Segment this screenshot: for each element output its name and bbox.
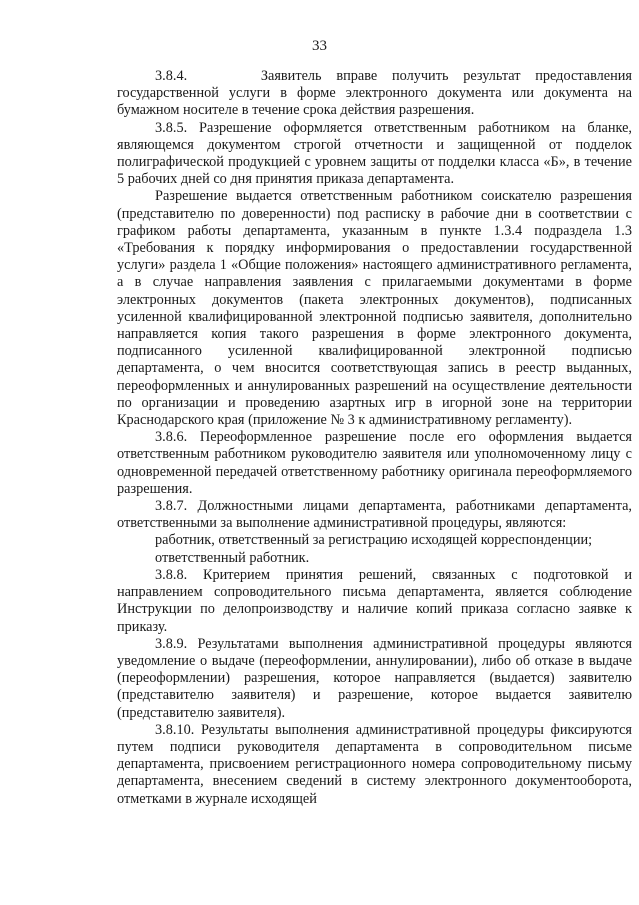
paragraph-3-8-8: 3.8.8. Критерием принятия решений, связанных с подготовкой и направлением сопроводительного письма департамента, является соблюдение Инструкции по делопроизводству и наличие копий приказа согласно заявке к приказу. [117, 566, 632, 635]
list-item-registration-worker: работник, ответственный за регистрацию исходящей корреспонденции; [155, 532, 593, 549]
paragraph-3-8-9: 3.8.9. Результатами выполнения административной процедуры являются уведомление о выдаче (переоформлении, аннулировании), либо об отказе в выдаче (переоформлении) разрешения, которое направляется (выдается) заявителю (представителю заявителя) и разрешение, которое выдается заявителю (представителю заявителя). [117, 635, 632, 721]
paragraph-3-8-5: 3.8.5. Разрешение оформляется ответственным работником на бланке, являющемся документом строгой отчетности и защищенной от подделок полиграфической продукцией с уровнем защиты от подделки класса «Б», в течение 5 рабочих дней со дня принятия приказа департамента. [117, 119, 632, 188]
list-item-responsible-worker: ответственный работник. [155, 549, 310, 566]
paragraph-3-8-10: 3.8.10. Результаты выполнения административной процедуры фиксируются путем подписи руководителя департамента в сопроводительном письме департамента, присвоением регистрационного номера сопроводительному письму департамента, внесением сведений в систему электронного документооборота, отметками в журнале исходящей [117, 721, 632, 807]
paragraph-permit-issuance: Разрешение выдается ответственным работником соискателю разрешения (представителю по доверенности) под расписку в рабочие дни в соответствии с графиком работы департамента, указанным в пункте 1.3.4 подраздела 1.3 «Требования к порядку информирования о предоставлении государственной услуги» раздела 1 «Общие положения» настоящего административного регламента, а в случае направления заявления с прилагаемыми документами в форме электронных документов (пакета электронных документов), подписанных усиленной квалифицированной электронной подписью заявителя, дополнительно направляется копия такого разрешения в форме электронного документа, подписанного усиленной квалифицированной электронной подписью департамента, о чем вносится соответствующая запись в реестр выданных, переоформленных и аннулированных разрешений на осуществление деятельности по организации и проведению азартных игр в игорной зоне на территории Краснодарского края (приложение № 3 к административному регламенту). [117, 188, 632, 429]
paragraph-3-8-6: 3.8.6. Переоформленное разрешение после его оформления выдается ответственным работником руководителю заявителя или уполномоченному лицу с одновременной передачей ответственному работнику оригинала переоформляемого разрешения. [117, 429, 632, 497]
paragraph-3-8-4: 3.8.4. Заявитель вправе получить результат предоставления государственной услуги в форме электронного документа или документа на бумажном носителе в течение срока действия разрешения. [117, 68, 632, 119]
document-body [117, 68, 632, 808]
paragraph-3-8-7: 3.8.7. Должностными лицами департамента, работниками департамента, ответственными за выполнение административной процедуры, являются: [117, 498, 632, 532]
page-number: 33 [312, 38, 327, 54]
